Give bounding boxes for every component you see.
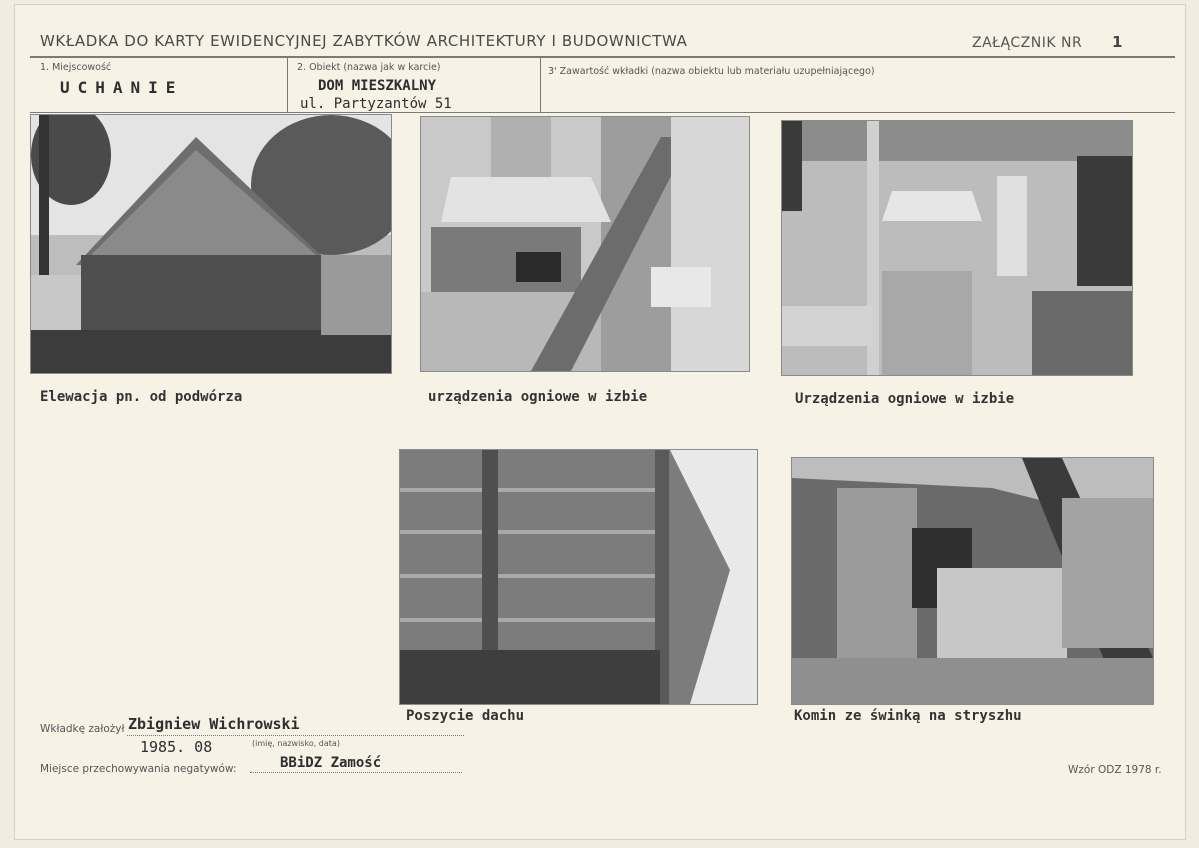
fields-rule	[30, 112, 1175, 113]
created-date: 1985. 08	[140, 738, 213, 756]
caption-photo-5: Komin ze świnką na stryszhu	[794, 708, 1022, 724]
field-divider	[287, 57, 288, 112]
negatives-label: Miejsce przechowywania negatywów:	[40, 763, 237, 775]
object-address: ul. Partyzantów 51	[300, 96, 452, 112]
negatives-value: BBiDZ Zamość	[280, 755, 382, 771]
object-label: 2. Obiekt (nazwa jak w karcie)	[297, 62, 441, 73]
header-rule	[30, 56, 1175, 58]
field-divider	[540, 57, 541, 112]
attachment-number: 1	[1112, 33, 1123, 51]
card-title: WKŁADKA DO KARTY EWIDENCYJNEJ ZABYTKÓW ARCHITEKTURY I BUDOWNICTWA	[40, 32, 688, 50]
created-by-label: Wkładkę założył	[40, 723, 125, 735]
photo-attic-chimney	[792, 458, 1153, 704]
contents-label: 3' Zawartość wkładki (nazwa obiektu lub materiału uzupełniającego)	[548, 66, 875, 77]
caption-photo-1: Elewacja pn. od podwórza	[40, 389, 243, 405]
location-label: 1. Miejscowość	[40, 62, 112, 73]
location-value: UCHANIE	[60, 78, 184, 97]
attachment-label: ZAŁĄCZNIK NR	[972, 35, 1083, 51]
object-name: DOM MIESZKALNY	[318, 78, 437, 94]
template-mark: Wzór ODZ 1978 r.	[1068, 764, 1162, 776]
photo-stove-interior	[782, 121, 1132, 375]
photo-thatched-building	[31, 115, 391, 373]
created-by-line	[127, 735, 464, 736]
photo-hearth-room	[421, 117, 749, 371]
created-by-value: Zbigniew Wichrowski	[128, 715, 300, 733]
negatives-line	[250, 772, 462, 773]
caption-photo-4: Poszycie dachu	[406, 708, 525, 724]
caption-photo-2: urządzenia ogniowe w izbie	[428, 389, 648, 405]
created-by-hint: (imię, nazwisko, data)	[252, 739, 340, 748]
photo-roof-thatching	[400, 450, 757, 704]
caption-photo-3: Urządzenia ogniowe w izbie	[795, 391, 1015, 407]
